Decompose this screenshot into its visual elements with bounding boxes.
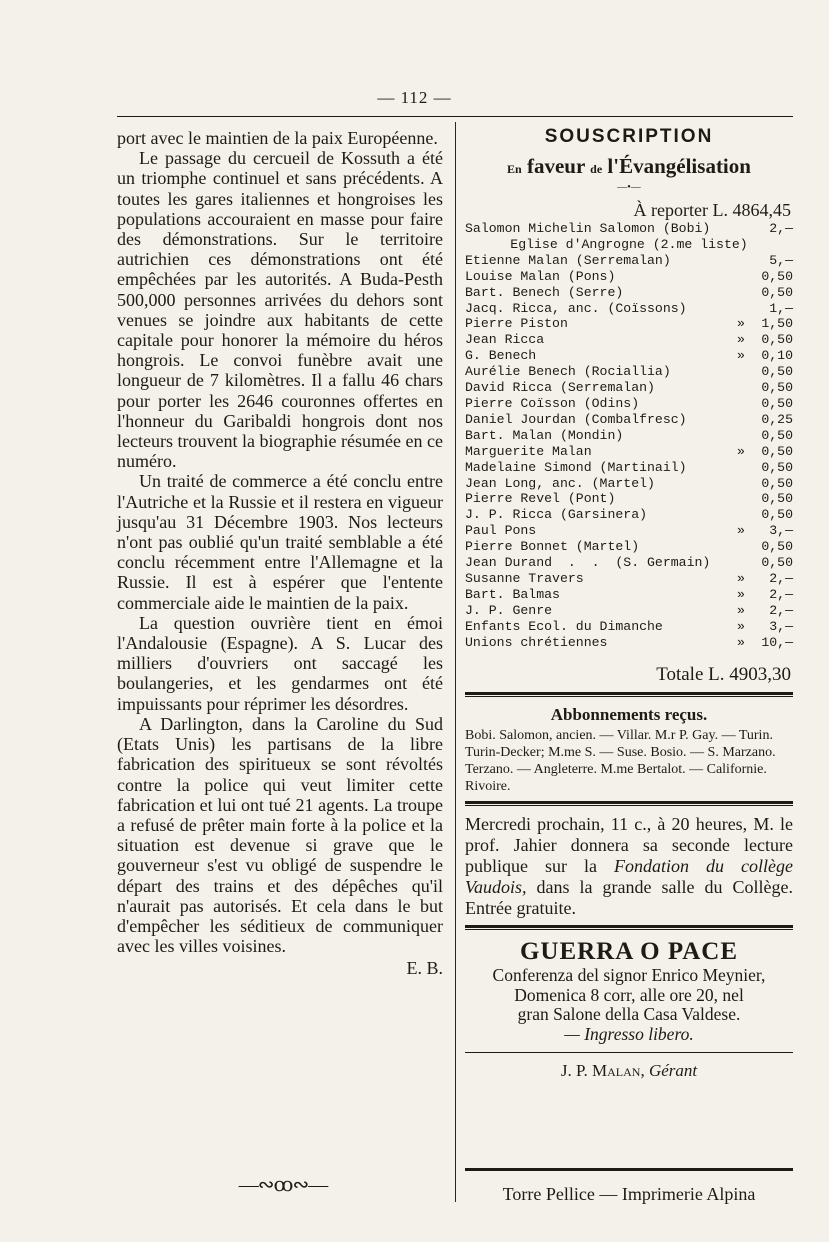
donor-name: J. P. Genre [465, 602, 553, 618]
donor-name: Pierre Coïsson (Odins) [465, 395, 640, 411]
subscription-row [465, 221, 793, 237]
subscription-row [465, 348, 793, 364]
rule-thick [465, 801, 793, 804]
donor-name: Bart. Benech (Serre) [465, 284, 624, 300]
guerra-italic: — Ingresso libero. [564, 1023, 694, 1044]
gerant-name: J. P. Malan, [560, 1061, 645, 1081]
subtitle-end: l'Évangélisation [607, 154, 751, 178]
donation-amount: 1,— [769, 300, 793, 316]
donor-name: Jean Ricca [465, 332, 545, 348]
notice-text-1: Mercredi prochain, 11 c., à 20 heures, M. le prof. Jahier donnera sa seconde lecture publique sur la [465, 814, 793, 877]
donor-name: Bart. Balmas [465, 586, 560, 602]
donation-amount: 10,— [761, 634, 793, 650]
subscription-row [465, 507, 793, 523]
subscription-row [465, 332, 793, 348]
ditto-mark [731, 269, 751, 285]
ditto-mark: » [737, 618, 745, 634]
ditto-mark: » [737, 348, 745, 364]
donor-name: Bart. Malan (Mondin) [465, 427, 624, 443]
donor-name: Jean Durand . . (S. Germain) [465, 555, 711, 571]
subscription-row [465, 476, 793, 492]
ditto-mark [731, 364, 751, 380]
donation-amount: 2,— [769, 221, 793, 236]
subscription-row [465, 396, 793, 412]
notice-italic: Fondation du collège Vaudois, [465, 856, 794, 898]
donation-amount: 0,50 [761, 459, 793, 475]
guerra-line-4 [465, 1025, 793, 1045]
rule-thin [465, 805, 793, 806]
donor-name: Salomon Michelin Salomon (Bobi) [465, 221, 711, 236]
ditto-mark: » [737, 332, 745, 348]
ditto-mark: » [737, 586, 745, 602]
donor-name: J. P. Ricca (Garsinera) [465, 507, 648, 523]
donor-name: Aurélie Benech (Rociallia) [465, 364, 671, 380]
donor-name: Madelaine Simond (Martinail) [465, 459, 687, 475]
subscription-row [465, 460, 793, 476]
subscription-subtitle [465, 154, 793, 179]
guerra-line-1: Conferenza del signor Enrico Meynier, [492, 965, 766, 986]
subtitle-main: faveur [526, 154, 585, 178]
subscription-row [465, 523, 793, 539]
printer-line: Torre Pellice — Imprimerie Alpina [502, 1184, 756, 1204]
subscription-row [465, 380, 793, 396]
rule-thin [465, 929, 793, 930]
subscription-row [465, 619, 793, 635]
ditto-mark [731, 253, 751, 269]
subscription-row [465, 539, 793, 555]
report-line: À reporter L. 4864,45 [633, 200, 791, 220]
ditto-mark [731, 539, 751, 555]
paragraph-1: port avec le maintien de la paix Européenne. [117, 128, 438, 148]
subscription-row [465, 571, 793, 587]
subscription-row [465, 253, 793, 269]
donor-name: Eglise d'Angrogne (2.me liste) [510, 236, 748, 252]
ditto-mark: » [737, 443, 745, 459]
donor-name: David Ricca (Serremalan) [465, 380, 655, 396]
donor-name: Susanne Travers [465, 570, 584, 586]
subscription-row [465, 444, 793, 460]
notice-lecture [465, 814, 793, 919]
bottom-rule [465, 1168, 793, 1171]
donor-name: Pierre Revel (Pont) [465, 491, 616, 507]
gerant-role: Gérant [648, 1061, 698, 1081]
donor-name: Louise Malan (Pons) [465, 268, 616, 284]
donation-amount: 2,— [769, 570, 793, 586]
guerra-title: GUERRA O PACE [519, 938, 739, 966]
subscription-row [465, 301, 793, 317]
paragraph-traite: Un traité de commerce a été conclu entre l'Autriche et la Russie et il restera en vigueur jusqu'au 31 Décembre 1903. Nos lecteurs n'ont pas oublié qu'un traité semblable a été conclu récemment entre l'Allemagne et la Russie. Il est à espérer que l'entente commerciale aide le maintien de la paix. [117, 471, 443, 613]
donation-amount: 0,50 [761, 380, 793, 396]
guerra-line-2: Domenica 8 corr, alle ore 20, nel [514, 984, 744, 1005]
subscription-row [465, 491, 793, 507]
rule-thin [465, 1052, 793, 1053]
ditto-mark [731, 460, 751, 476]
paragraph-kossuth: Le passage du cercueil de Kossuth a été un triomphe continuel et sans précédents. A toutes les gares italiennes et hongroises les populations accouraient en masse pour faire des démonstrations. Sur le territoire autrichien ces démonstrations ont été empêchées par les autorités. A Buda-Pesth 500,000 personnes arrivées du dehors sont venues se joindre aux habitants de cette capitale pour honorer la mémoire du héros hongrois. Le convoi funèbre avait une longueur de 7 kilomètres. Il a fallu 46 chars pour porter les 2646 couronnes offertes en l'honneur du Garibaldi hongrois dont nos lecteurs trouvent la biographie résumée en ce numéro. [117, 148, 443, 472]
ditto-mark [731, 396, 751, 412]
donation-amount: 0,50 [761, 284, 793, 300]
column-divider [455, 122, 456, 1202]
donation-amount: 1,50 [761, 316, 793, 332]
ditto-mark [731, 507, 751, 523]
donation-amount: 0,50 [761, 555, 793, 571]
donation-amount: 3,— [769, 523, 793, 539]
donation-amount: 0,50 [761, 539, 793, 555]
ditto-mark [731, 555, 751, 571]
subscription-row [465, 285, 793, 301]
left-column [117, 128, 443, 979]
donation-amount: 0,50 [761, 443, 793, 459]
paragraph-andalousie: La question ouvrière tient en émoi l'Andalousie (Espagne). A S. Lucar des milliers d'ouvriers ont saccagé les boulangeries, et les gendarmes ont été impuissants pour réprimer les désordres. [117, 612, 443, 714]
donation-amount: 0,50 [761, 427, 793, 443]
subscription-row [465, 555, 793, 571]
ditto-mark: » [737, 316, 745, 332]
donor-name: Etienne Malan (Serremalan) [465, 252, 671, 268]
subscription-row [465, 587, 793, 603]
subscription-total: Totale L. 4903,30 [656, 664, 791, 686]
donor-name: Marguerite Malan [465, 443, 592, 459]
donation-amount: 2,— [769, 586, 793, 602]
rule-thin [465, 696, 793, 697]
ditto-mark [731, 412, 751, 428]
ditto-mark [731, 491, 751, 507]
paragraph-darlington: A Darlington, dans la Caroline du Sud (Etats Unis) les partisans de la libre fabrication des spiritueux se sont révoltés contre la police qui veut limiter cette fabrication et lui ont tué 21 agents. La troupe a refusé de prêter main forte à la police et la situation est devenue si grave que le gouverneur s'est vu obligé de suspendre le départ des trains et des dépêches qu'il n'aurait pas autorisés. Et cela dans le but d'empêcher les séditieux de communiquer avec les villes voisines. [117, 713, 443, 957]
page-number: — 112 — [377, 88, 452, 107]
subscription-list [465, 221, 793, 650]
donor-name: Unions chrétiennes [465, 634, 608, 650]
ditto-mark: » [737, 523, 745, 539]
ditto-mark [731, 285, 751, 301]
donation-amount: 5,— [769, 252, 793, 268]
ditto-mark [731, 476, 751, 492]
ditto-mark [731, 301, 751, 317]
abonnements-text: Bobi. Salomon, ancien. — Villar. M.r P. Gay. — Turin. Turin-Decker; M.me S. — Suse. Bosio. — S. Marzano. Terzano. — Angleterre. M.me Bertalot. — Californie. Rivoire. [465, 728, 776, 795]
donation-amount: 3,— [769, 618, 793, 634]
abonnements-title: Abbonnements reçus. [550, 705, 708, 725]
right-column [465, 122, 793, 1085]
gerant-line [465, 1061, 793, 1081]
donor-name: Pierre Piston [465, 316, 568, 332]
donor-name: Jean Long, anc. (Martel) [465, 475, 655, 491]
printer-block [465, 1180, 793, 1205]
rule-thick [465, 692, 793, 695]
ditto-mark: » [737, 634, 745, 650]
ditto-mark [731, 380, 751, 396]
ditto-mark: » [737, 570, 745, 586]
ditto-mark [731, 221, 751, 237]
subscription-title: SOUSCRIPTION [544, 126, 714, 147]
subscription-row [465, 237, 793, 253]
ditto-mark: » [737, 602, 745, 618]
guerra-line-3: gran Salone della Casa Valdese. [517, 1004, 741, 1025]
subscription-row [465, 269, 793, 285]
ditto-mark [731, 428, 751, 444]
subscription-row [465, 603, 793, 619]
donation-amount: 0,50 [761, 332, 793, 348]
subtitle-prefix: En [507, 162, 522, 176]
donation-amount: 0,50 [761, 364, 793, 380]
subscription-row [465, 364, 793, 380]
donor-name: G. Benech [465, 348, 537, 364]
donor-name: Daniel Jourdan (Combalfresc) [465, 411, 687, 427]
signature: E. B. [406, 958, 443, 979]
subscription-row [465, 428, 793, 444]
top-rule [117, 116, 793, 117]
donor-name: Jacq. Ricca, anc. (Coïssons) [465, 300, 687, 316]
subscription-row [465, 316, 793, 332]
donation-amount: 0,50 [761, 395, 793, 411]
donation-amount: 0,50 [761, 491, 793, 507]
donation-amount: 0,10 [761, 348, 793, 364]
donation-amount: 0,25 [761, 411, 793, 427]
notice-text-2: dans la grande salle du Collège. Entrée gratuite. [465, 877, 793, 919]
donation-amount: 0,50 [761, 507, 793, 523]
subtitle-de: de [590, 162, 603, 176]
donor-name: Pierre Bonnet (Martel) [465, 539, 640, 555]
donation-amount: 0,50 [761, 268, 793, 284]
rule-thick [465, 925, 793, 928]
separator-icon: —•— [617, 182, 641, 193]
subscription-row [465, 412, 793, 428]
donation-amount: 0,50 [761, 475, 793, 491]
subscription-row [465, 635, 793, 651]
donation-amount: 2,— [769, 602, 793, 618]
ornament-icon: —∾ꝏ∾— [238, 1174, 328, 1196]
donor-name: Paul Pons [465, 523, 537, 539]
donor-name: Enfants Ecol. du Dimanche [465, 618, 663, 634]
